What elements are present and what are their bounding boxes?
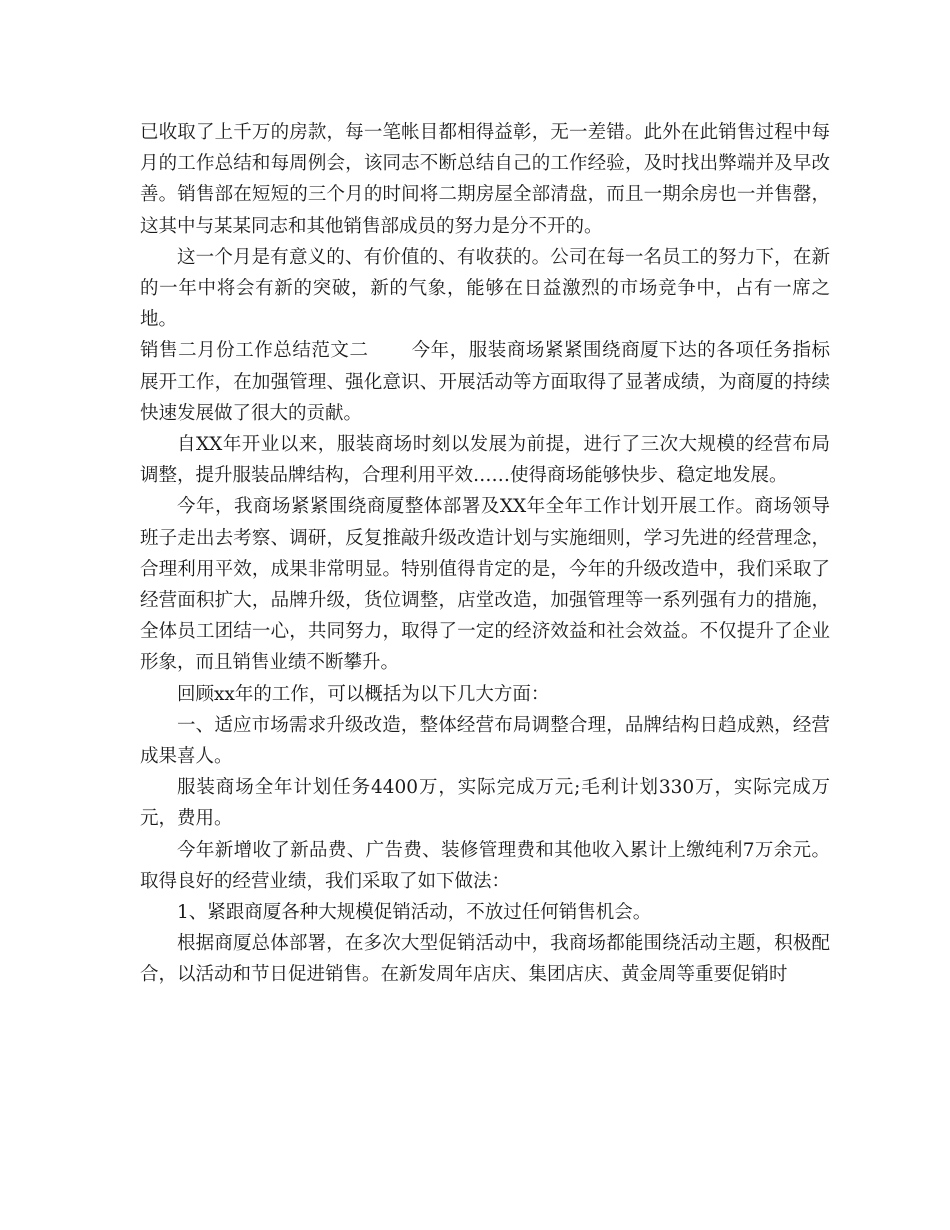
paragraph: 一、适应市场需求升级改造，整体经营布局调整合理，品牌结构日趋成熟，经营成果喜人。	[140, 714, 830, 768]
paragraph: 1、紧跟商厦各种大规模促销活动，不放过任何销售机会。	[177, 902, 652, 924]
paragraph-with-heading	[140, 335, 830, 429]
paragraph: 根据商厦总体部署，在多次大型促销活动中，我商场都能围绕活动主题，积极配合，以活动和节日促进销售。在新发周年店庆、集团店庆、黄金周等重要促销时	[140, 933, 830, 986]
paragraph: 服装商场全年计划任务4400万，实际完成万元;毛利计划330万，实际完成万元，费用。	[140, 777, 830, 830]
paragraph: 回顾xx年的工作，可以概括为以下几大方面：	[177, 683, 550, 705]
paragraph: 今年，我商场紧紧围绕商厦整体部署及XX年全年工作计划开展工作。商场领导班子走出去考察、调研，反复推敲升级改造计划与实施细则，学习先进的经营理念，合理利用平效，成果非常明显。特别值得肯定的是，今年的升级改造中，我们采取了经营面积扩大，品牌升级，货位调整，店堂改造，加强管理等一系列强有力的措施，全体员工团结一心，共同努力，取得了一定的经济效益和社会效益。不仅提升了企业形象，而且销售业绩不断攀升。	[140, 496, 830, 674]
section-heading: 销售二月份工作总结范文二	[140, 340, 369, 362]
paragraph: 已收取了上千万的房款，每一笔帐目都相得益彰，无一差错。此外在此销售过程中每月的工作总结和每周例会，该同志不断总结自己的工作经验，及时找出弊端并及早改善。销售部在短短的三个月的时间将二期房屋全部清盘，而且一期余房也一并售罄，这其中与某某同志和其他销售部成员的努力是分不开的。	[140, 122, 830, 237]
paragraph: 自XX年开业以来，服装商场时刻以发展为前提，进行了三次大规模的经营布局调整，提升服装品牌结构，合理利用平效……使得商场能够快步、稳定地发展。	[140, 434, 830, 487]
document-body	[140, 117, 830, 991]
paragraph: 今年新增收了新品费、广告费、装修管理费和其他收入累计上缴纯利7万余元。取得良好的经营业绩，我们采取了如下做法：	[140, 839, 830, 892]
paragraph-text: 今年，服装商场紧紧围绕商厦下达的各项任务指标展开工作，在加强管理、强化意识、开展活动等方面取得了显著成绩，为商厦的持续快速发展做了很大的贡献。	[140, 340, 830, 424]
paragraph: 这一个月是有意义的、有价值的、有收获的。公司在每一名员工的努力下，在新的一年中将会有新的突破，新的气象，能够在日益激烈的市场竞争中，占有一席之地。	[140, 246, 830, 331]
